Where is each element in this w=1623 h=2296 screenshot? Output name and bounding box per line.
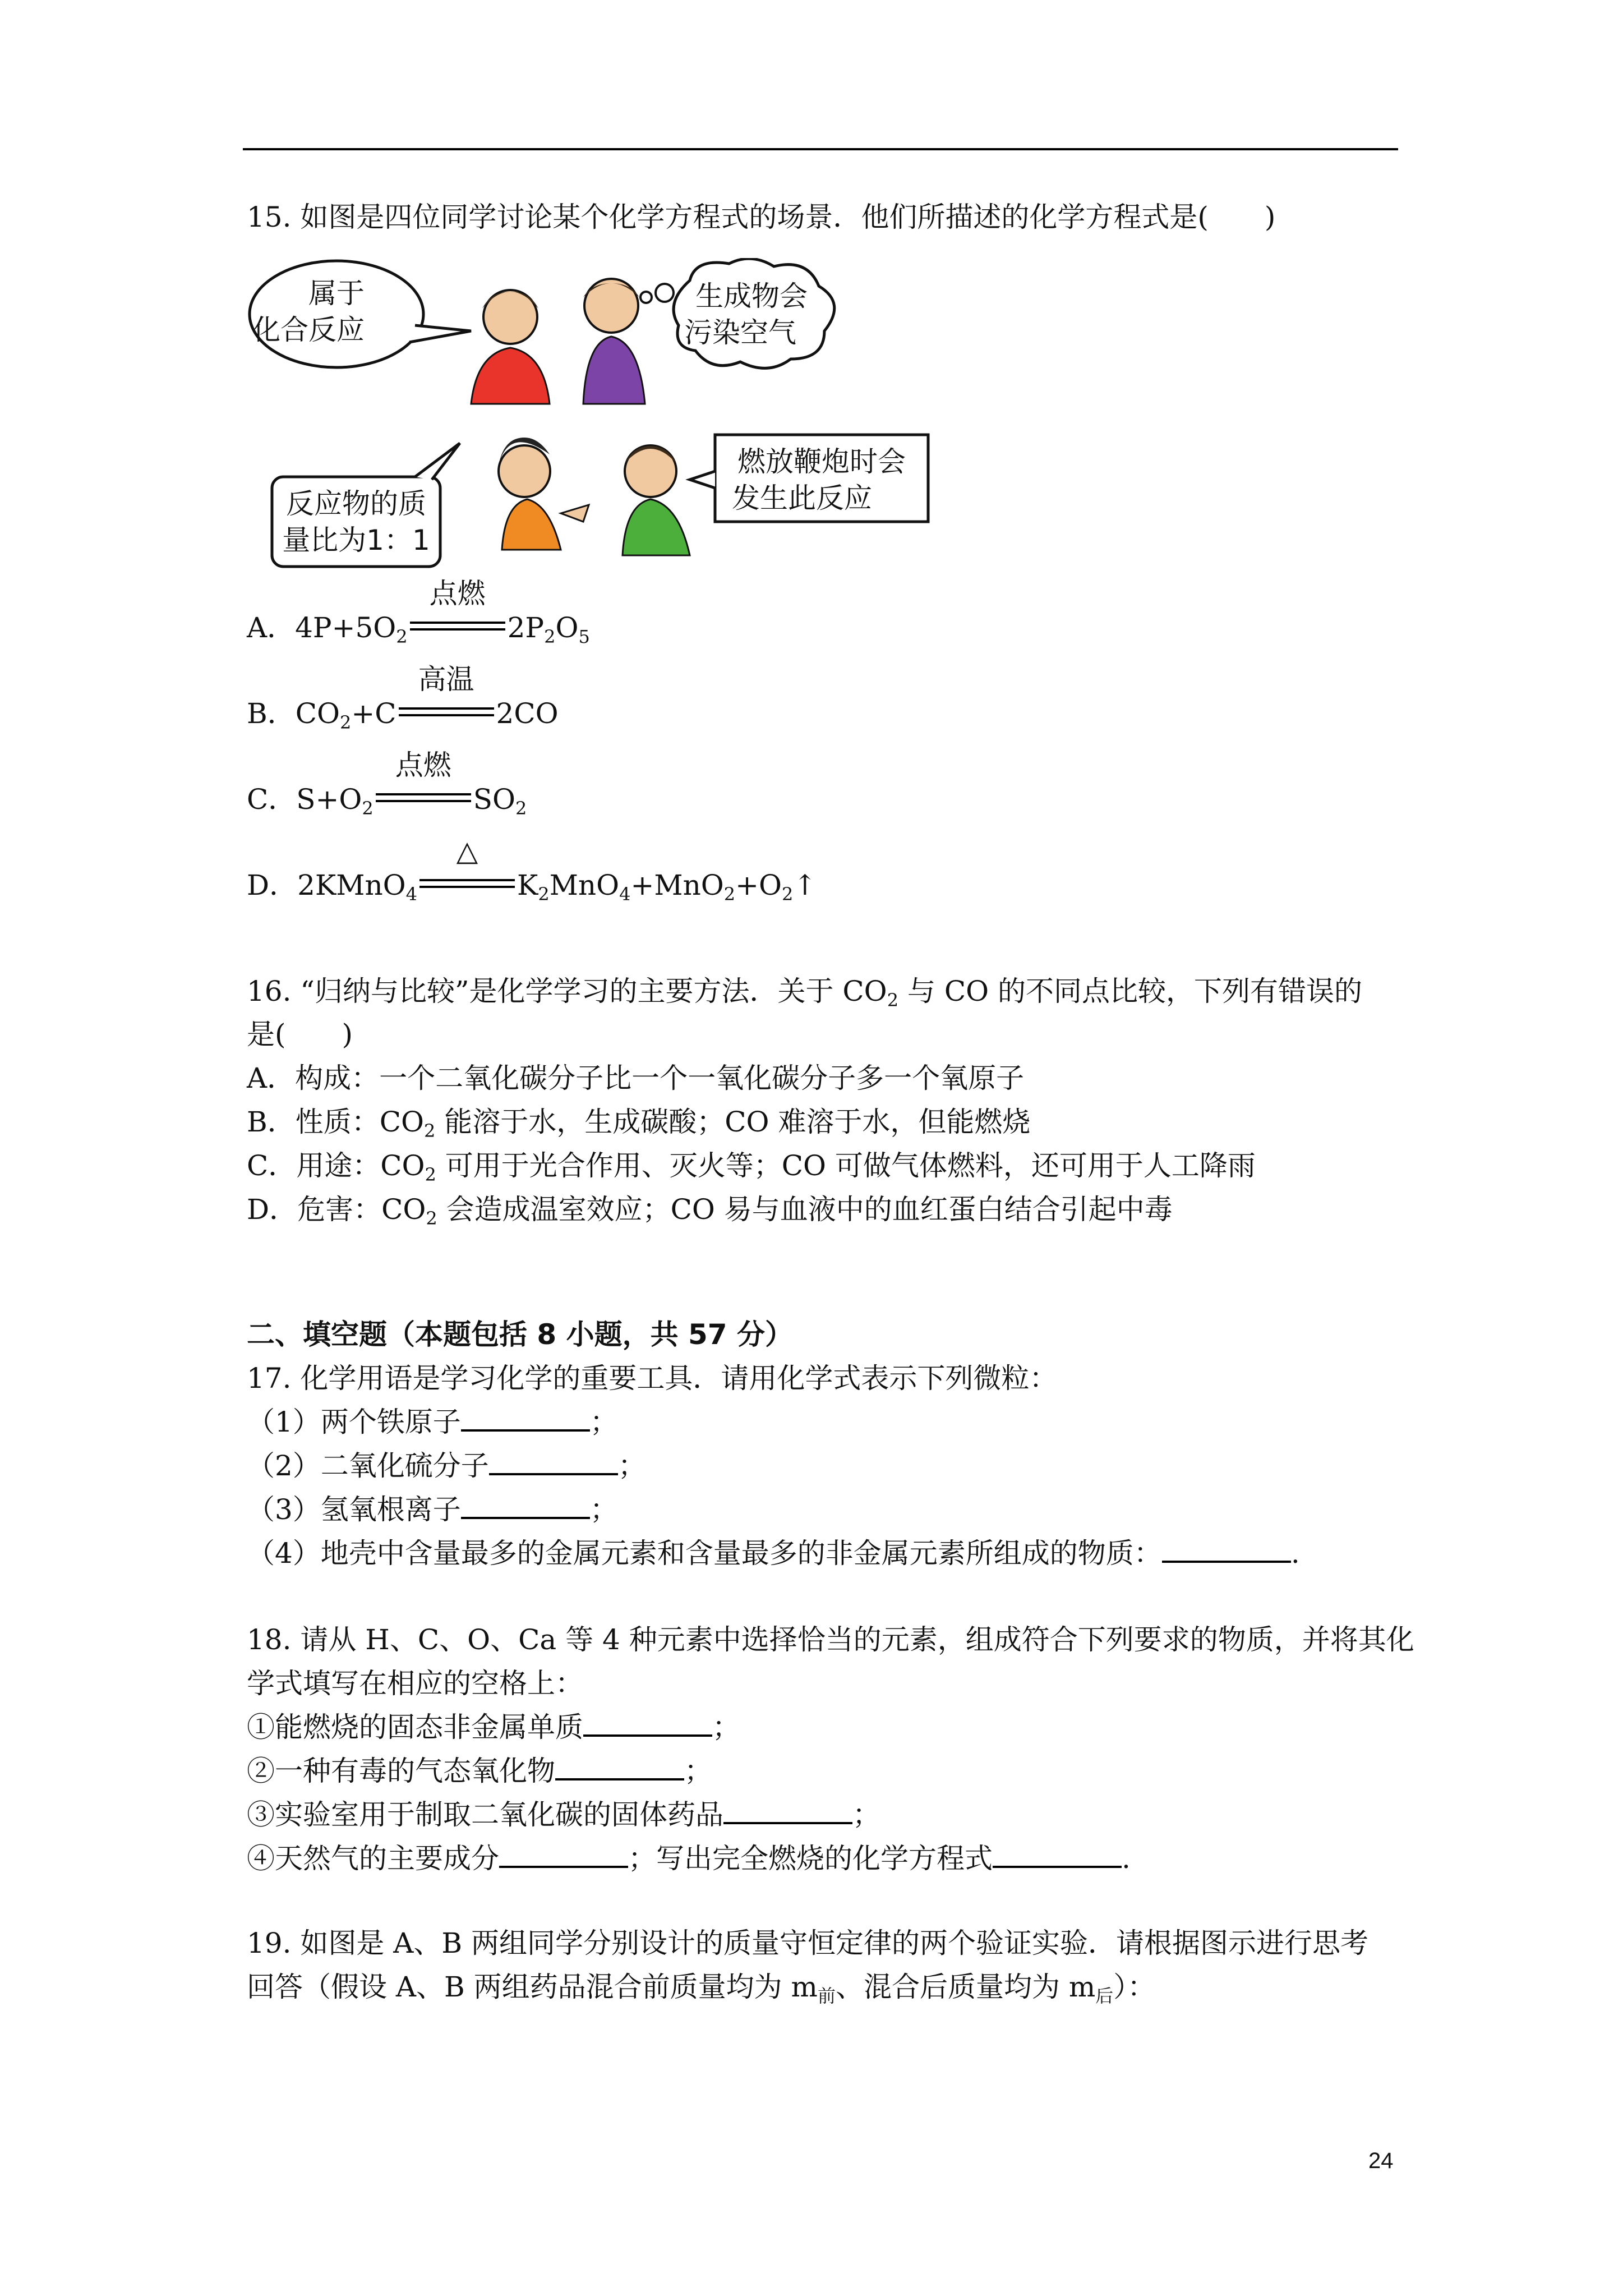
bubble-1-line-2: 化合反应	[252, 314, 365, 346]
student-4-figure	[623, 445, 690, 555]
q17-item-2: （2）二氧化硫分子 ；	[247, 1450, 646, 1482]
bubble-4-line-2: 发生此反应	[732, 482, 872, 514]
q16-stem-line-1: 16. “归纳与比较”是化学学习的主要方法．关于 $CO_2$ 与 CO 的不同点比较，下列有错误的	[247, 975, 1362, 1011]
q18-stem-line-1: 18. 请从 H、C、O、Ca 等 4 种元素中选择恰当的元素，组成符合下列要求的物质，并将其化	[247, 1623, 1414, 1656]
bubble-1-line-1: 属于	[308, 277, 365, 310]
reaction-condition-mark: 高温	[399, 698, 494, 723]
header-rule	[243, 148, 1398, 150]
q15-option-a: A．$4P+5O_2$ 点燃 $2P_2O_5$	[247, 577, 590, 647]
q16-stem-line-2: 是( )	[247, 1018, 353, 1051]
bubble-2-line-1: 生成物会	[695, 280, 808, 312]
reaction-condition-mark: 点燃	[410, 613, 505, 637]
q15-illustration	[247, 258, 937, 572]
speech-bubble-4	[690, 435, 928, 522]
thought-bubble-2	[640, 259, 834, 368]
q17-stem: 17. 化学用语是学习化学的重要工具．请用化学式表示下列微粒：	[247, 1362, 1058, 1395]
q18-item-3: ③实验室用于制取二氧化碳的固体药品 ；	[247, 1798, 880, 1831]
q15-option-d: D．2KMnO$_4$ △ $K_2MnO_4+MnO_2+O_2↑$	[247, 835, 817, 905]
q19-stem-line-2: 回答（假设 A、B 两组药品混合前质量均为 $m_前$、混合后质量均为 $m_后$）：	[247, 1971, 1156, 2007]
q17-item-4: （4）地壳中含量最多的金属元素和含量最多的非金属元素所组成的物质： .	[247, 1537, 1300, 1570]
bubble-3-line-1: 反应物的质	[286, 487, 426, 520]
answer-blank[interactable]	[583, 1710, 712, 1737]
speech-bubble-1	[250, 261, 471, 367]
student-1-figure	[471, 290, 550, 404]
student-3-figure	[499, 438, 589, 550]
q15-option-b: B．$CO_2+C$ 高温 2CO	[247, 663, 559, 733]
q16-option-a: A．构成：一个二氧化碳分子比一个一氧化碳分子多一个氧原子	[247, 1062, 1025, 1094]
q17-item-3: （3）氢氧根离子 ；	[247, 1493, 618, 1526]
reaction-condition-mark: 点燃	[376, 784, 471, 809]
q16-option-b: B．性质：$CO_2$ 能溶于水，生成碳酸；CO 难溶于水，但能燃烧	[247, 1106, 1031, 1142]
speech-bubble-3	[272, 443, 460, 567]
q18-stem-line-2: 学式填写在相应的空格上：	[247, 1667, 583, 1700]
q17-item-1: （1）两个铁原子 ；	[247, 1406, 618, 1438]
bubble-3-line-2: 量比为1：1	[282, 524, 430, 556]
q18-item-1: ①能燃烧的固态非金属单质 ；	[247, 1711, 740, 1743]
bubble-2-line-2: 污染空气	[684, 316, 796, 349]
q16-option-d: D．危害：$CO_2$ 会造成温室效应；CO 易与血液中的血红蛋白结合引起中毒	[247, 1193, 1173, 1229]
q18-item-4: ④天然气的主要成分 ；写出完全燃烧的化学方程式 .	[247, 1842, 1131, 1875]
answer-blank[interactable]	[993, 1841, 1122, 1868]
answer-blank[interactable]	[489, 1448, 618, 1475]
q16-option-c: C．用途：$CO_2$ 可用于光合作用、灭火等；CO 可做气体燃料，还可用于人工降雨	[247, 1149, 1256, 1185]
section-2-heading: 二、填空题（本题包括 8 小题，共 57 分）	[247, 1318, 793, 1351]
answer-blank[interactable]	[499, 1841, 628, 1868]
answer-blank[interactable]	[461, 1405, 590, 1432]
q15-option-c: C．$S+O_2$ 点燃 $SO_2$	[247, 749, 527, 819]
q19-stem-line-1: 19. 如图是 A、B 两组同学分别设计的质量守恒定律的两个验证实验．请根据图示进行思考	[247, 1927, 1369, 1959]
answer-blank[interactable]	[1162, 1536, 1291, 1563]
student-2-figure	[583, 279, 645, 404]
page-number: 24	[1368, 2148, 1394, 2173]
answer-blank[interactable]	[555, 1754, 684, 1780]
q18-item-2: ②一种有毒的气态氧化物 ；	[247, 1755, 712, 1787]
answer-blank[interactable]	[461, 1492, 590, 1519]
reaction-condition-mark: △	[419, 870, 515, 895]
bubble-4-line-1: 燃放鞭炮时会	[737, 445, 906, 478]
q15-stem: 15. 如图是四位同学讨论某个化学方程式的场景．他们所描述的化学方程式是( )	[247, 201, 1276, 233]
answer-blank[interactable]	[723, 1797, 852, 1824]
